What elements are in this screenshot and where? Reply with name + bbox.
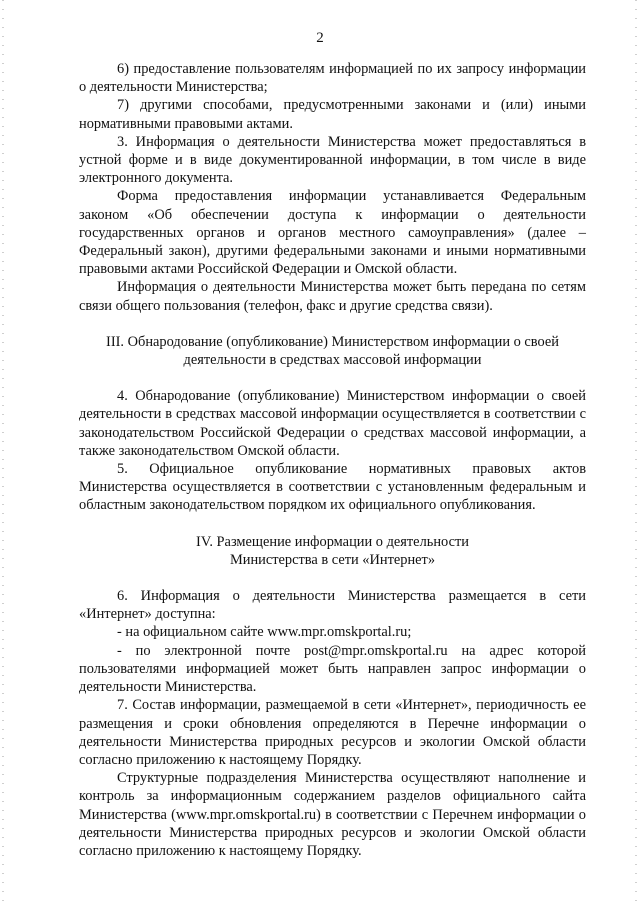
paragraph-item-7: 7) другими способами, предусмотренными законами и (или) иными нормативными правовыми актами. [79, 97, 586, 132]
page-number: 2 [316, 30, 324, 46]
paragraph-transfer: Информация о деятельности Министерства может быть передана по сетям связи общего пользования (телефон, факс и другие средства связи). [79, 279, 586, 314]
left-edge-dots [2, 0, 4, 905]
paragraph-divisions: Структурные подразделения Министерства осуществляют наполнение и контроль за информационным содержанием разделов официального сайта Министерства (www.mpr.omskportal.ru) в соответствии с Перечнем информации о деятельности Министерства природных ресурсов и экологии Омской области согласно приложению к настоящему Порядку. [79, 770, 586, 859]
heading-line: III. Обнародование (опубликование) Министерством информации о своей [106, 333, 559, 350]
paragraph-3: 3. Информация о деятельности Министерства может предоставляться в устной форме и в виде документированной информации, в том числе в виде электронного документа. [79, 133, 586, 187]
paragraph-4: 4. Обнародование (опубликование) Министерством информации о своей деятельности в средствах массовой информации осуществляется в соответствии с законодательством Российской Федерации о средствах массовой информации, а также законодательством Омской области. [79, 388, 586, 459]
section-heading-iv [79, 533, 586, 569]
heading-line: IV. Размещение информации о деятельности [196, 533, 469, 550]
paragraph-item-6: 6) предоставление пользователям информацией по их запросу информации о деятельности Министерства; [79, 61, 586, 96]
right-edge-dots [635, 0, 637, 905]
paragraph-5: 5. Официальное опубликование нормативных правовых актов Министерства осуществляется в соответствии с установленным федеральным и областным законодательством порядком их официального опубликования. [79, 461, 586, 514]
list-item-email: - по электронной почте post@mpr.omskportal.ru на адрес которой пользователями информацией может быть направлен запрос информации о деятельности Министерства. [79, 642, 586, 696]
paragraph-7: 7. Состав информации, размещаемой в сети «Интернет», периодичность ее размещения и сроки обновления определяются в Перечне информации о деятельности Министерства природных ресурсов и экологии Омской области согласно приложению к настоящему Порядку. [79, 697, 586, 768]
paragraph-form: Форма предоставления информации устанавливается Федеральным законом «Об обеспечении доступа к информации о деятельности государственных органов и органов местного самоуправления» (далее – Федеральный закон), другими федеральными законами и иными нормативными правовыми актами Российской Федерации и Омской области. [79, 188, 586, 278]
section-heading-iii [79, 333, 586, 369]
heading-line: деятельности в средствах массовой информации [183, 352, 482, 369]
document-body [79, 60, 586, 860]
paragraph-6: 6. Информация о деятельности Министерства размещается в сети «Интернет» доступна: [79, 588, 586, 623]
heading-line: Министерства в сети «Интернет» [229, 551, 436, 568]
list-item-website: - на официальном сайте www.mpr.omskportal.ru; [117, 624, 412, 641]
